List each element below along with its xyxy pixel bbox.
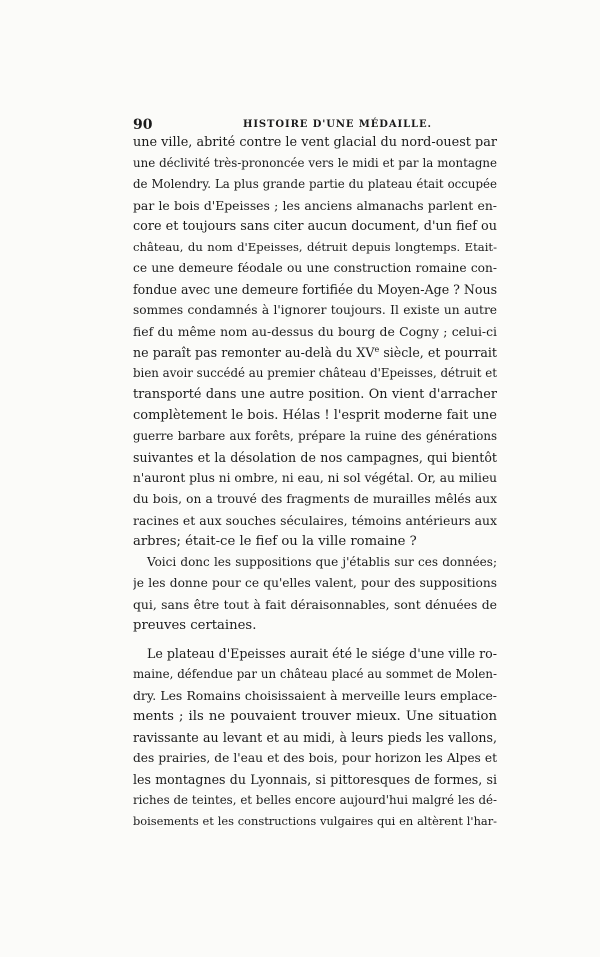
- text-line: fief du même nom au-dessus du bourg de Cogny ; celui-ci: [133, 324, 497, 339]
- text-line: des prairies, de l'eau et des bois, pour horizon les Alpes et: [133, 751, 497, 765]
- text-line: château, du nom d'Epeisses, détruit depuis longtemps. Etait-: [133, 240, 497, 254]
- text-line: dry. Les Romains choisissaient à merveille leurs emplace-: [133, 688, 497, 703]
- century-rest: siècle, et pourrait: [379, 345, 497, 360]
- century-text: ne paraît pas remonter au-delà du XV: [133, 345, 375, 360]
- text-line: une ville, abrité contre le vent glacial du nord-ouest par: [133, 135, 497, 150]
- text-line: preuves certaines.: [133, 618, 257, 633]
- text-line: je les donne pour ce qu'elles valent, pour des suppositions: [133, 576, 497, 590]
- page-header: [133, 117, 497, 133]
- text-line: riches de teintes, et belles encore aujourd'hui malgré les dé-: [133, 793, 497, 807]
- body-text: [133, 132, 497, 832]
- text-line: par le bois d'Epeisses ; les anciens almanachs parlent en-: [133, 198, 497, 213]
- text-line: Voici donc les suppositions que j'établis sur ces données;: [147, 555, 497, 569]
- text-line: n'auront plus ni ombre, ni eau, ni sol végétal. Or, au milieu: [133, 471, 497, 485]
- text-line: une déclivité très-prononcée vers le midi et par la montagne: [133, 156, 497, 170]
- text-line: les montagnes du Lyonnais, si pittoresques de formes, si: [133, 772, 497, 787]
- page-number: 90: [133, 117, 153, 133]
- text-line: racines et aux souches séculaires, témoins antérieurs aux: [133, 513, 497, 528]
- text-line: ments ; ils ne pouvaient trouver mieux. Une situation: [133, 709, 497, 724]
- paragraph-gap: [133, 636, 497, 643]
- text-line-century: [133, 342, 497, 363]
- text-line: complètement le bois. Hélas ! l'esprit moderne fait une: [133, 408, 497, 423]
- running-title: HISTOIRE D'UNE MÉDAILLE.: [243, 119, 432, 130]
- text-line: ce une demeure féodale ou une construction romaine con-: [133, 261, 497, 275]
- text-line: boisements et les constructions vulgaires qui en altèrent l'har-: [133, 814, 497, 828]
- text-line: qui, sans être tout à fait déraisonnables, sont dénuées de: [133, 597, 497, 612]
- text-line: ravissante au levant et au midi, à leurs pieds les vallons,: [133, 730, 497, 745]
- text-line: guerre barbare aux forêts, prépare la ruine des générations: [133, 429, 497, 443]
- text-line: maine, défendue par un château placé au sommet de Molen-: [133, 667, 497, 681]
- century-superscript: e: [374, 344, 380, 354]
- text-line: bien avoir succédé au premier château d'Epeisses, détruit et: [133, 366, 497, 380]
- text-line: fondue avec une demeure fortifiée du Moyen-Age ? Nous: [133, 282, 497, 297]
- text-line: transporté dans une autre position. On vient d'arracher: [133, 387, 497, 402]
- text-line: du bois, on a trouvé des fragments de murailles mêlés aux: [133, 492, 497, 506]
- text-line: core et toujours sans citer aucun document, d'un fief ou: [133, 219, 497, 234]
- text-line: arbres; était-ce le fief ou la ville romaine ?: [133, 534, 417, 549]
- text-line: sommes condamnés à l'ignorer toujours. Il existe un autre: [133, 303, 497, 317]
- text-line: Le plateau d'Epeisses aurait été le siége d'une ville ro-: [147, 646, 497, 661]
- text-line: de Molendry. La plus grande partie du plateau était occupée: [133, 177, 497, 191]
- text-line: suivantes et la désolation de nos campagnes, qui bientôt: [133, 450, 497, 465]
